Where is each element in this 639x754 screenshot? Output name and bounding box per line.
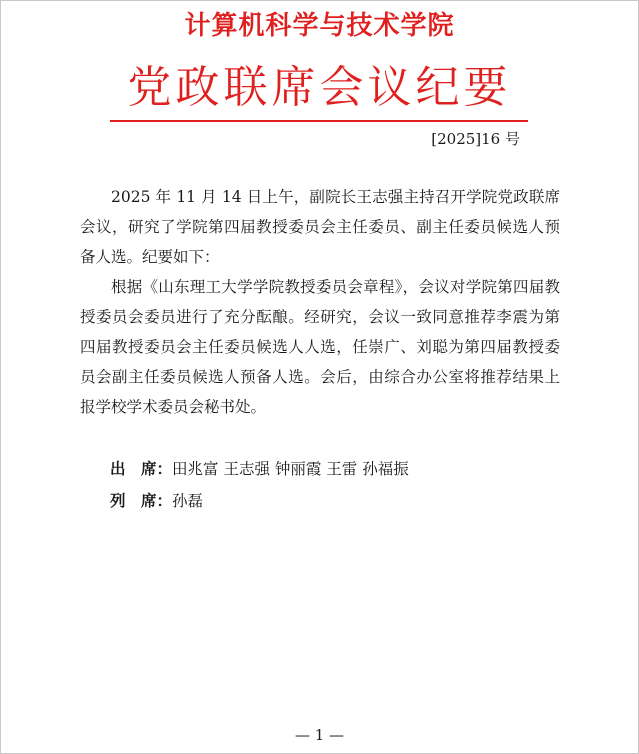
document-number: [2025]16 号 — [431, 130, 520, 148]
attendance-present-label: 出 席： — [110, 460, 173, 478]
page-number: — 1 — — [294, 726, 345, 744]
attendance-attending-names: 孙磊 — [172, 492, 204, 510]
attendance-attending-line — [110, 488, 203, 514]
attendance-attending-label: 列 席： — [110, 492, 173, 510]
attendance-present-line — [110, 456, 409, 482]
red-header-rule — [110, 120, 528, 122]
body-paragraph-intro: 2025 年 11 月 14 日上午，副院长王志强主持召开学院党政联席会议，研究了学院第四届教授委员会主任委员、副主任委员候选人预备人选。纪要如下： — [80, 188, 560, 266]
document-title: 党政联席会议纪要 — [127, 62, 512, 113]
organization-title: 计算机科学与技术学院 — [184, 11, 455, 41]
attendance-present-names: 田兆富 王志强 钟丽霞 王雷 孙福振 — [172, 460, 409, 478]
body-paragraph-decision: 根据《山东理工大学学院教授委员会章程》，会议对学院第四届教授委员会委员进行了充分酝酿。经研究，会议一致同意推荐李震为第四届教授委员会主任委员候选人人选，任崇广、刘聪为第四届教授委员会副主任委员候选人预备人选。会后，由综合办公室将推荐结果上报学校学术委员会秘书处。 — [80, 278, 560, 416]
